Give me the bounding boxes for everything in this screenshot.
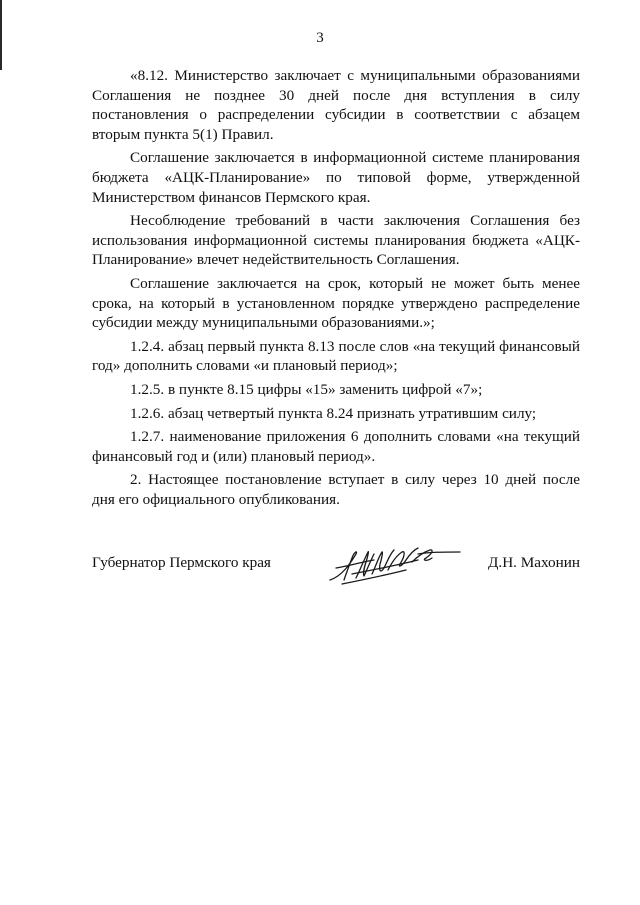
paragraph-1-2-5: 1.2.5. в пункте 8.15 цифры «15» заменить цифрой «7»; (130, 380, 483, 398)
paragraph-noncompliance: Несоблюдение требований в части заключения Соглашения без использования информационной системы планирования бюджета «АЦК-Планирование» влечет недействительность Соглашения. (92, 212, 580, 269)
paragraph-agreement-system: Соглашение заключается в информационной системе планирования бюджета «АЦК-Планирование» по типовой форме, утвержденной Министерством финансов Пермского края. (92, 149, 580, 206)
signature-block (92, 540, 580, 590)
signer-name: Д.Н. Махонин (488, 554, 580, 571)
paragraph-2-effective-date: 2. Настоящее постановление вступает в силу через 10 дней после дня его официального опубликования. (92, 471, 580, 508)
paragraph-1-2-6: 1.2.6. абзац четвертый пункта 8.24 признать утратившим силу; (130, 404, 537, 422)
document-body (92, 66, 580, 513)
handwritten-signature (322, 540, 462, 588)
paragraph-1-2-4: 1.2.4. абзац первый пункта 8.13 после слов «на текущий финансовый год» дополнить словами «и плановый период»; (92, 337, 580, 375)
paragraph-8-12: «8.12. Министерство заключает с муниципальными образованиями Соглашения не позднее 30 дней после дня вступления в силу постановления о распределении субсидии в соответствии с абзацем вторым пункта 5(1) Правил. (92, 67, 580, 143)
signer-title: Губернатор Пермского края (92, 554, 271, 571)
page-number: 3 (316, 30, 324, 46)
paragraph-agreement-term: Соглашение заключается на срок, который не может быть менее срока, на который в установленном порядке утверждено распределение субсидии между муниципальными образованиями.»; (92, 274, 580, 332)
paragraph-1-2-7: 1.2.7. наименование приложения 6 дополнить словами «на текущий финансовый год и (или) плановый период». (92, 428, 580, 465)
